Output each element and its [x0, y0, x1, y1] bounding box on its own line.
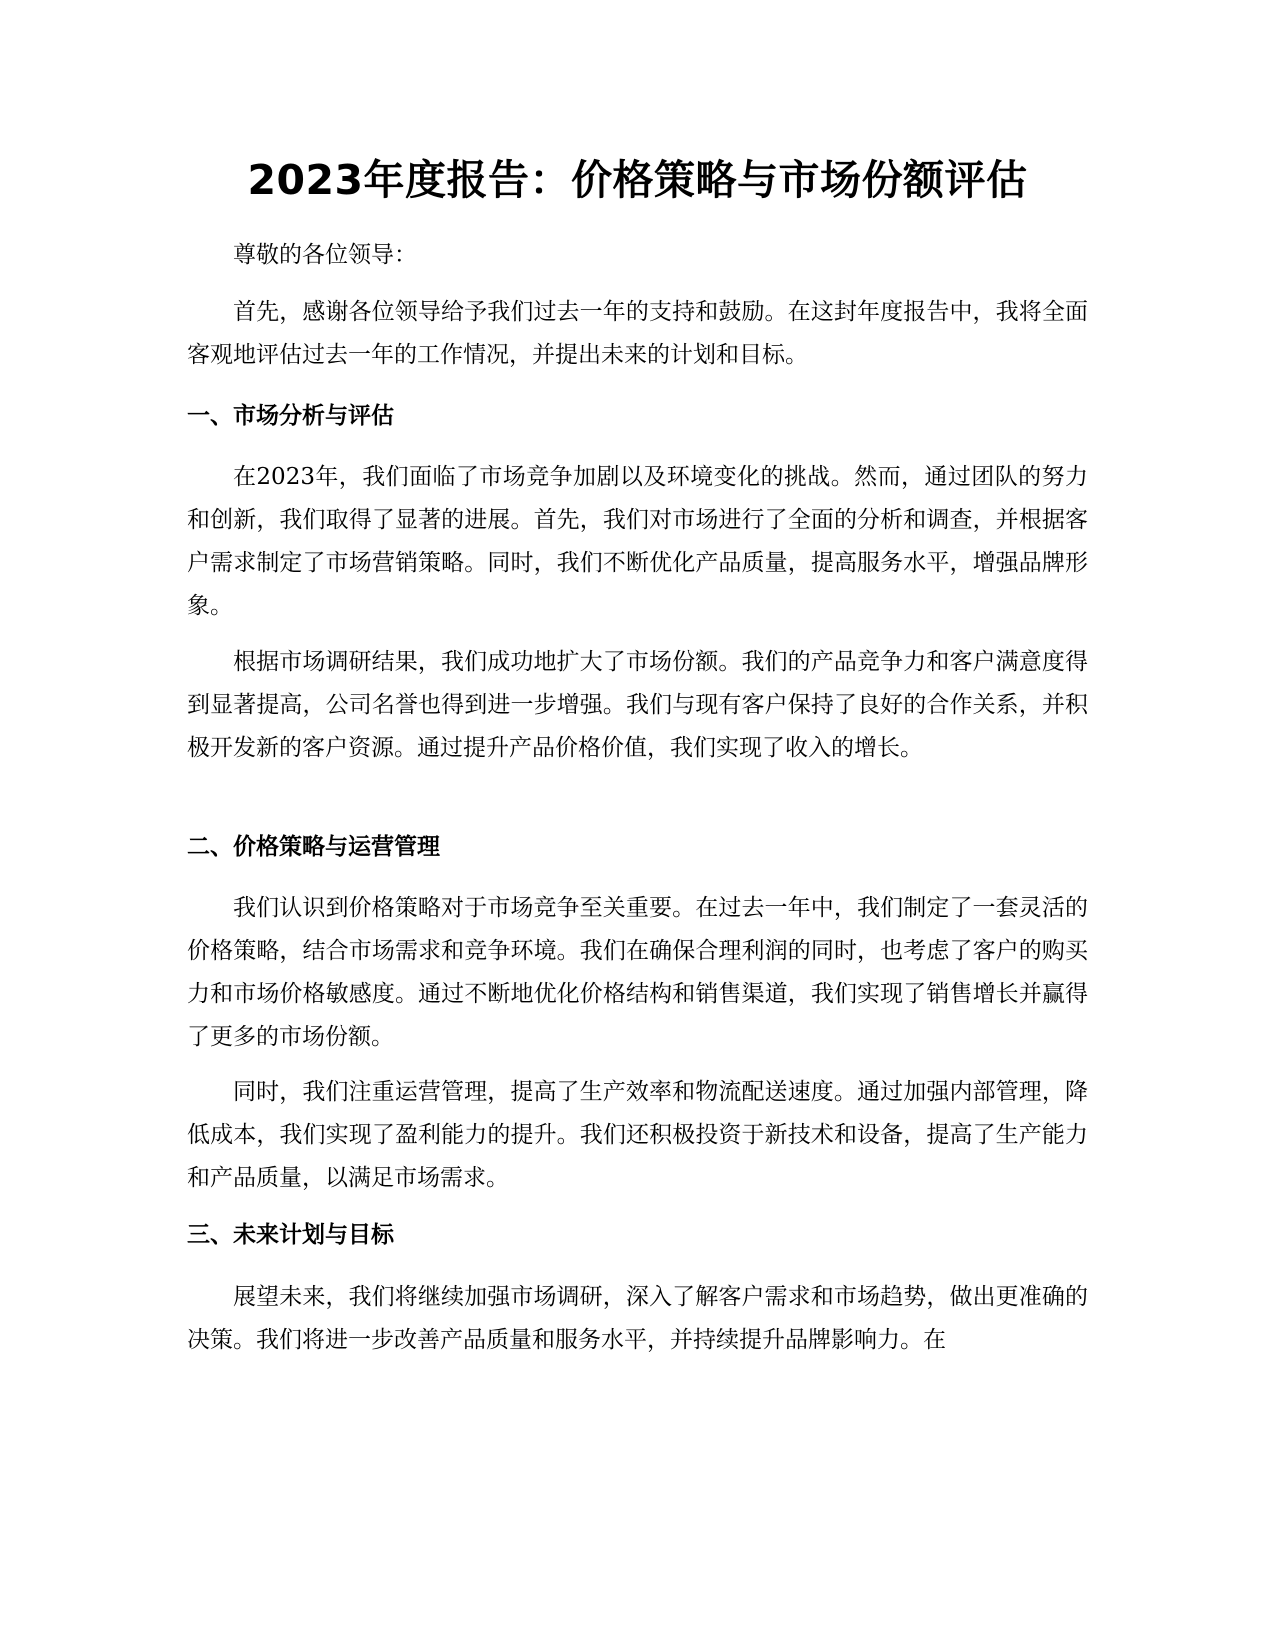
- body-paragraph: 在2023年，我们面临了市场竞争加剧以及环境变化的挑战。然而，通过团队的努力和创新，我们取得了显著的进展。首先，我们对市场进行了全面的分析和调查，并根据客户需求制定了市场营销策略。同时，我们不断优化产品质量，提高服务水平，增强品牌形象。: [187, 464, 1088, 619]
- body-paragraph: 同时，我们注重运营管理，提高了生产效率和物流配送速度。通过加强内部管理，降低成本，我们实现了盈利能力的提升。我们还积极投资于新技术和设备，提高了生产能力和产品质量，以满足市场需求。: [187, 1079, 1088, 1191]
- intro-block: [187, 291, 1088, 377]
- section-1-paragraph-1-block: [187, 456, 1088, 628]
- salutation-block: [187, 234, 1088, 277]
- body-paragraph: 我们认识到价格策略对于市场竞争至关重要。在过去一年中，我们制定了一套灵活的价格策略，结合市场需求和竞争环境。我们在确保合理利润的同时，也考虑了客户的购买力和市场价格敏感度。通过不断地优化价格结构和销售渠道，我们实现了销售增长并赢得了更多的市场份额。: [187, 895, 1088, 1050]
- section-heading: 一、市场分析与评估: [187, 403, 394, 429]
- section-heading: 二、价格策略与运营管理: [187, 834, 440, 860]
- section-2-paragraph-1-block: [187, 887, 1088, 1059]
- salutation: 尊敬的各位领导：: [233, 242, 417, 268]
- section-3-paragraph-1-block: [187, 1276, 1088, 1362]
- section-2-paragraph-2-block: [187, 1071, 1088, 1200]
- section-1-paragraph-2-block: [187, 641, 1088, 770]
- document-page: [187, 0, 1088, 1650]
- body-paragraph: 展望未来，我们将继续加强市场调研，深入了解客户需求和市场趋势，做出更准确的决策。我们将进一步改善产品质量和服务水平，并持续提升品牌影响力。在: [187, 1284, 1088, 1353]
- section-3: [187, 1215, 1088, 1255]
- intro-paragraph: 首先，感谢各位领导给予我们过去一年的支持和鼓励。在这封年度报告中，我将全面客观地评估过去一年的工作情况，并提出未来的计划和目标。: [187, 299, 1088, 368]
- document-title: 2023年度报告：价格策略与市场份额评估: [247, 156, 1028, 204]
- section-1: [187, 396, 1088, 436]
- section-2: [187, 827, 1088, 867]
- body-paragraph: 根据市场调研结果，我们成功地扩大了市场份额。我们的产品竞争力和客户满意度得到显著提高，公司名誉也得到进一步增强。我们与现有客户保持了良好的合作关系，并积极开发新的客户资源。通过提升产品价格价值，我们实现了收入的增长。: [187, 649, 1088, 761]
- section-heading: 三、未来计划与目标: [187, 1222, 394, 1248]
